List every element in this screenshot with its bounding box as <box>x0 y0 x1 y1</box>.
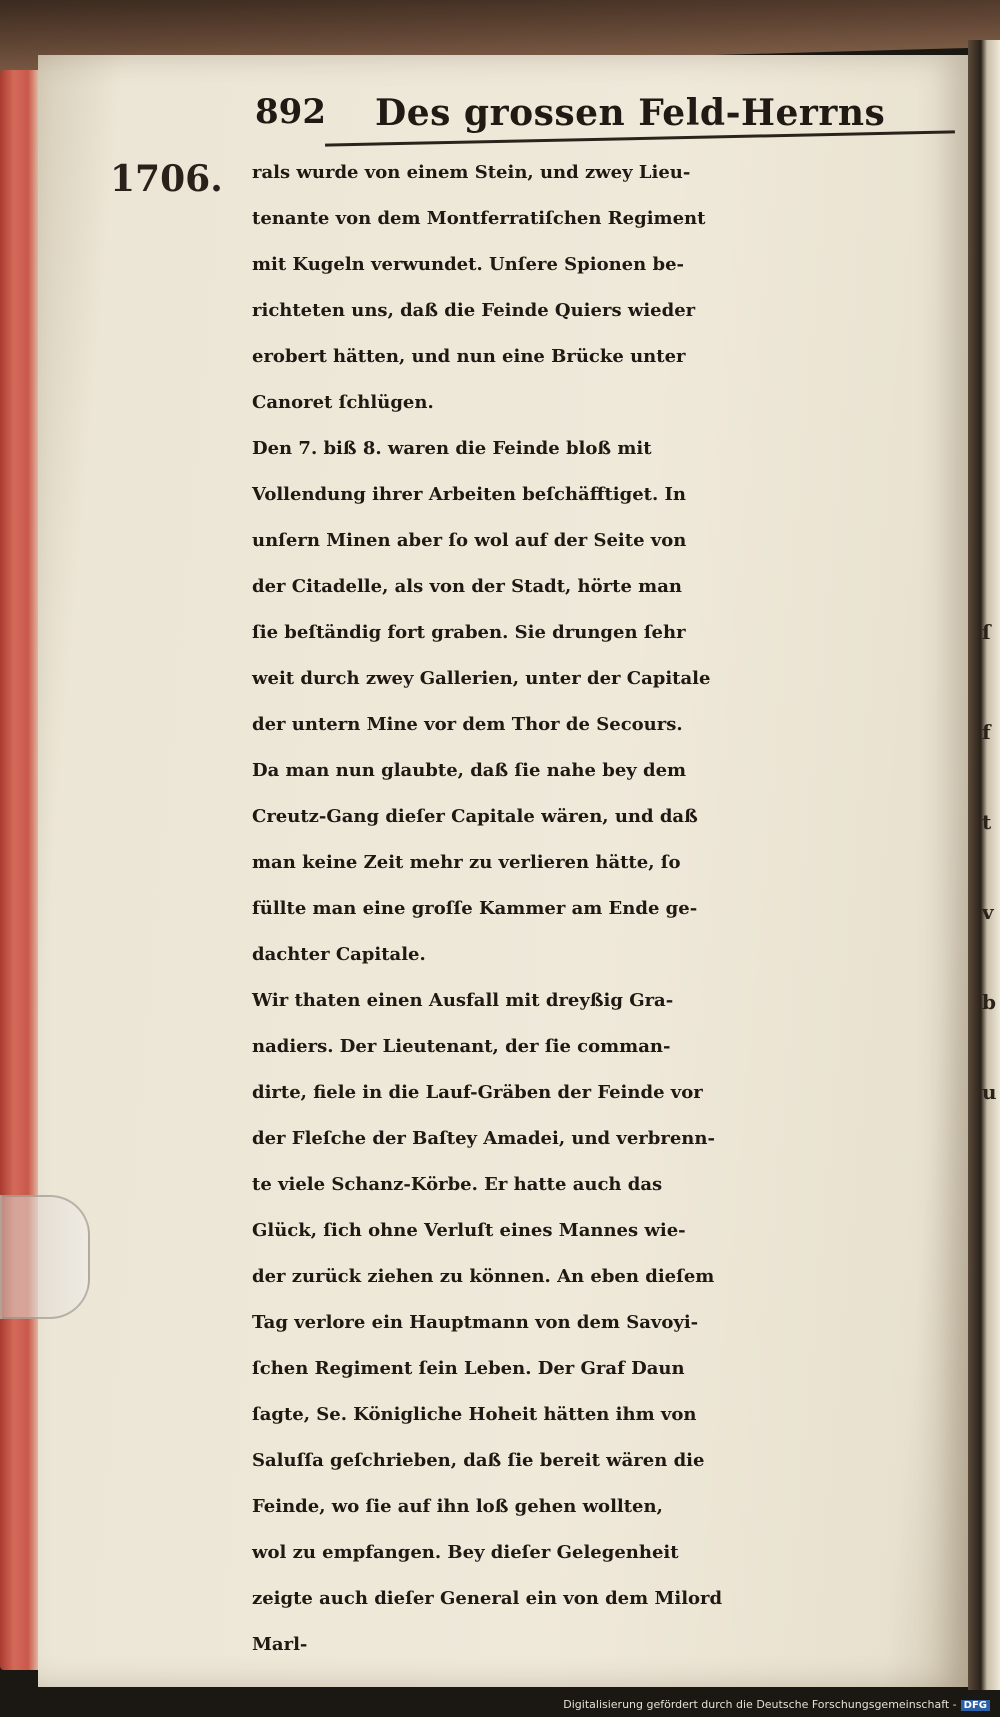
running-head: Des grossen Feld-Herrns <box>375 92 886 134</box>
text-line: Creutz-Gang dieſer Capitale wären, und daß <box>252 806 698 827</box>
text-line: rals wurde von einem Stein, und zwey Lieu- <box>252 162 691 183</box>
text-line: erobert hätten, und nun eine Brücke unter <box>252 346 686 367</box>
text-line: mit Kugeln verwundet. Unſere Spionen be- <box>252 254 684 275</box>
text-line: der Fleſche der Baſtey Amadei, und verbrenn- <box>252 1128 715 1149</box>
text-line: wol zu empfangen. Bey dieſer Gelegenheit <box>252 1542 679 1563</box>
text-line: Den 7. biß 8. waren die Feinde bloß mit <box>252 438 652 459</box>
text-line: ſagte, Se. Königliche Hoheit hätten ihm von <box>252 1404 697 1425</box>
page-header <box>255 92 955 142</box>
facing-page-letter: b <box>982 990 996 1014</box>
credit-text: Digitalisierung gefördert durch die Deutsche Forschungsgemeinschaft - <box>563 1698 957 1711</box>
facing-page-letter: v <box>982 900 994 924</box>
text-line: Tag verlore ein Hauptmann von dem Savoyi- <box>252 1312 699 1333</box>
text-line: der zurück ziehen zu können. An eben dieſem <box>252 1266 715 1287</box>
text-line: unſern Minen aber ſo wol auf der Seite von <box>252 530 687 551</box>
margin-year: 1706. <box>110 158 223 200</box>
facing-page-letter: u <box>982 1080 997 1104</box>
page-clip <box>0 1195 90 1319</box>
text-line: Feinde, wo ſie auf ihn loß gehen wollten, <box>252 1496 663 1517</box>
text-line: nadiers. Der Lieutenant, der ſie comman- <box>252 1036 671 1057</box>
text-line: Glück, ſich ohne Verluſt eines Mannes wie- <box>252 1220 686 1241</box>
text-line: Marl- <box>252 1634 308 1655</box>
body-text <box>252 150 972 1668</box>
page-number: 892 <box>255 92 326 132</box>
text-line: Da man nun glaubte, daß ſie nahe bey dem <box>252 760 687 781</box>
text-line: dachter Capitale. <box>252 944 426 965</box>
text-line: Wir thaten einen Ausfall mit dreyßig Gra- <box>252 990 674 1011</box>
facing-page-edge <box>968 40 1000 1690</box>
facing-page-letter: ſ <box>982 620 991 644</box>
digitization-credit <box>563 1698 990 1711</box>
facing-page-letter: f <box>982 720 991 744</box>
dfg-logo: DFG <box>961 1700 990 1711</box>
text-line: man keine Zeit mehr zu verlieren hätte, ſo <box>252 852 681 873</box>
text-line: Saluſſa geſchrieben, daß ſie bereit wären die <box>252 1450 705 1471</box>
text-line: füllte man eine groſſe Kammer am Ende ge- <box>252 898 698 919</box>
text-line: der untern Mine vor dem Thor de Secours. <box>252 714 683 735</box>
text-line: zeigte auch dieſer General ein von dem Milord <box>252 1588 723 1609</box>
text-line: der Citadelle, als von der Stadt, hörte man <box>252 576 682 597</box>
text-line: Canoret ſchlügen. <box>252 392 434 413</box>
red-page-edge <box>0 70 40 1670</box>
text-line: ſchen Regiment ſein Leben. Der Graf Daun <box>252 1358 685 1379</box>
text-line: Vollendung ihrer Arbeiten beſchäfftiget. In <box>252 484 687 505</box>
text-line: tenante von dem Montferratiſchen Regiment <box>252 208 706 229</box>
text-line: weit durch zwey Gallerien, unter der Capitale <box>252 668 711 689</box>
text-line: dirte, fiele in die Lauf-Gräben der Feinde vor <box>252 1082 703 1103</box>
text-line: te viele Schanz-Körbe. Er hatte auch das <box>252 1174 663 1195</box>
text-line: ſie beſtändig fort graben. Sie drungen ſehr <box>252 622 686 643</box>
text-line: richteten uns, daß die Feinde Quiers wieder <box>252 300 696 321</box>
facing-page-letter: t <box>982 810 992 834</box>
